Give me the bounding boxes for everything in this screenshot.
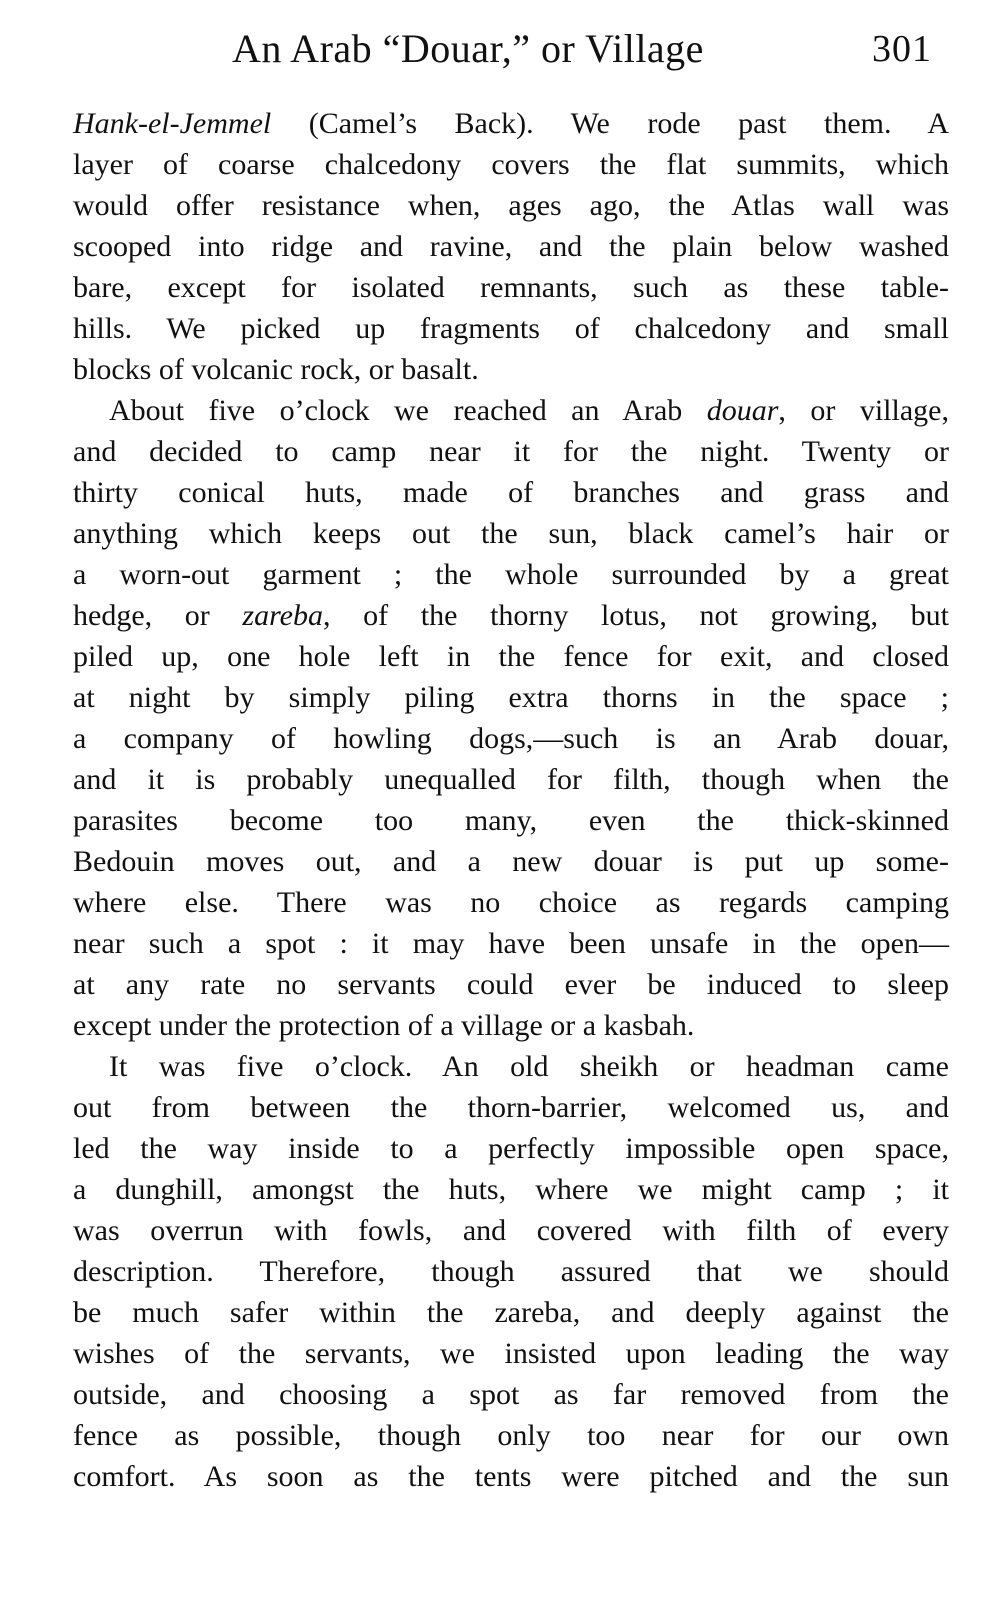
text-segment: a dunghill, amongst the huts, where we might camp ; it	[73, 1173, 949, 1206]
text-segment: thirty conical huts, made of branches and grass and	[73, 476, 949, 509]
text-line	[73, 677, 949, 718]
text-segment: hills. We picked up fragments of chalcedony and small	[73, 312, 949, 345]
text-line	[73, 923, 949, 964]
text-segment: , or village,	[778, 394, 949, 427]
text-segment: description. Therefore, though assured that we should	[73, 1255, 949, 1288]
text-segment: wishes of the servants, we insisted upon leading the way	[73, 1337, 949, 1370]
text-segment: out from between the thorn-barrier, welcomed us, and	[73, 1091, 949, 1124]
text-line	[73, 636, 949, 677]
text-segment: at night by simply piling extra thorns in the space ;	[73, 681, 949, 714]
text-line	[73, 431, 949, 472]
text-segment: outside, and choosing a spot as far removed from the	[73, 1378, 949, 1411]
text-segment: bare, except for isolated remnants, such as these table-	[73, 271, 949, 304]
text-segment: would offer resistance when, ages ago, the Atlas wall was	[73, 189, 949, 222]
text-line	[73, 472, 949, 513]
text-segment: piled up, one hole left in the fence for exit, and closed	[73, 640, 949, 673]
text-line	[73, 1087, 949, 1128]
text-line	[73, 144, 949, 185]
text-line	[73, 349, 949, 390]
text-line	[73, 882, 949, 923]
text-line	[73, 308, 949, 349]
text-segment: led the way inside to a perfectly impossible open space,	[73, 1132, 949, 1165]
text-segment: (Camel’s Back). We rode past them. A	[271, 107, 949, 140]
text-segment: About five o’clock we reached an Arab	[109, 394, 707, 427]
text-segment: comfort. As soon as the tents were pitched and the sun	[73, 1460, 949, 1493]
text-line	[73, 1210, 949, 1251]
text-segment: was overrun with fowls, and covered with filth of every	[73, 1214, 949, 1247]
text-segment: and decided to camp near it for the night. Twenty or	[73, 435, 949, 468]
text-segment: at any rate no servants could ever be induced to sleep	[73, 968, 949, 1001]
text-line	[73, 841, 949, 882]
text-line	[73, 267, 949, 308]
text-segment: a company of howling dogs,—such is an Arab douar,	[73, 722, 949, 755]
running-head	[0, 24, 1000, 84]
page-number: 301	[872, 28, 932, 70]
italic-text: zareba	[242, 599, 323, 632]
text-line	[73, 1005, 949, 1046]
text-segment: be much safer within the zareba, and deeply against the	[73, 1296, 949, 1329]
text-segment: Bedouin moves out, and a new douar is put up some-	[73, 845, 949, 878]
text-segment: scooped into ridge and ravine, and the plain below washed	[73, 230, 949, 263]
paragraph	[73, 103, 949, 390]
body-text	[73, 103, 949, 1497]
text-line	[73, 1046, 949, 1087]
italic-text: douar	[706, 394, 779, 427]
text-line	[73, 1251, 949, 1292]
text-line	[73, 759, 949, 800]
text-line	[73, 103, 949, 144]
running-head-title: An Arab “Douar,” or Village	[232, 26, 704, 71]
text-segment: blocks of volcanic rock, or basalt.	[73, 353, 479, 386]
text-line	[73, 1456, 949, 1497]
text-line	[73, 1374, 949, 1415]
text-line	[73, 800, 949, 841]
text-line	[73, 185, 949, 226]
text-line	[73, 1333, 949, 1374]
text-segment: anything which keeps out the sun, black camel’s hair or	[73, 517, 949, 550]
text-segment: parasites become too many, even the thick-skinned	[73, 804, 949, 837]
text-line	[73, 226, 949, 267]
text-line	[73, 1128, 949, 1169]
text-line	[73, 718, 949, 759]
text-line	[73, 1292, 949, 1333]
paragraph	[73, 390, 949, 1046]
text-line	[73, 390, 949, 431]
text-line	[73, 1415, 949, 1456]
text-segment: except under the protection of a village or a kasbah.	[73, 1009, 695, 1042]
text-line	[73, 1169, 949, 1210]
text-line	[73, 554, 949, 595]
text-segment: where else. There was no choice as regards camping	[73, 886, 949, 919]
text-segment: and it is probably unequalled for filth, though when the	[73, 763, 949, 796]
text-segment: near such a spot : it may have been unsafe in the open—	[73, 927, 949, 960]
text-segment: fence as possible, though only too near for our own	[73, 1419, 949, 1452]
italic-text: Hank-el-Jemmel	[73, 107, 272, 140]
text-line	[73, 964, 949, 1005]
paragraph	[73, 1046, 949, 1497]
text-segment: hedge, or	[73, 599, 243, 632]
text-segment: layer of coarse chalcedony covers the flat summits, which	[73, 148, 949, 181]
text-segment: It was five o’clock. An old sheikh or headman came	[109, 1050, 949, 1083]
text-segment: , of the thorny lotus, not growing, but	[322, 599, 949, 632]
text-line	[73, 513, 949, 554]
text-line	[73, 595, 949, 636]
text-segment: a worn-out garment ; the whole surrounded by a great	[73, 558, 949, 591]
